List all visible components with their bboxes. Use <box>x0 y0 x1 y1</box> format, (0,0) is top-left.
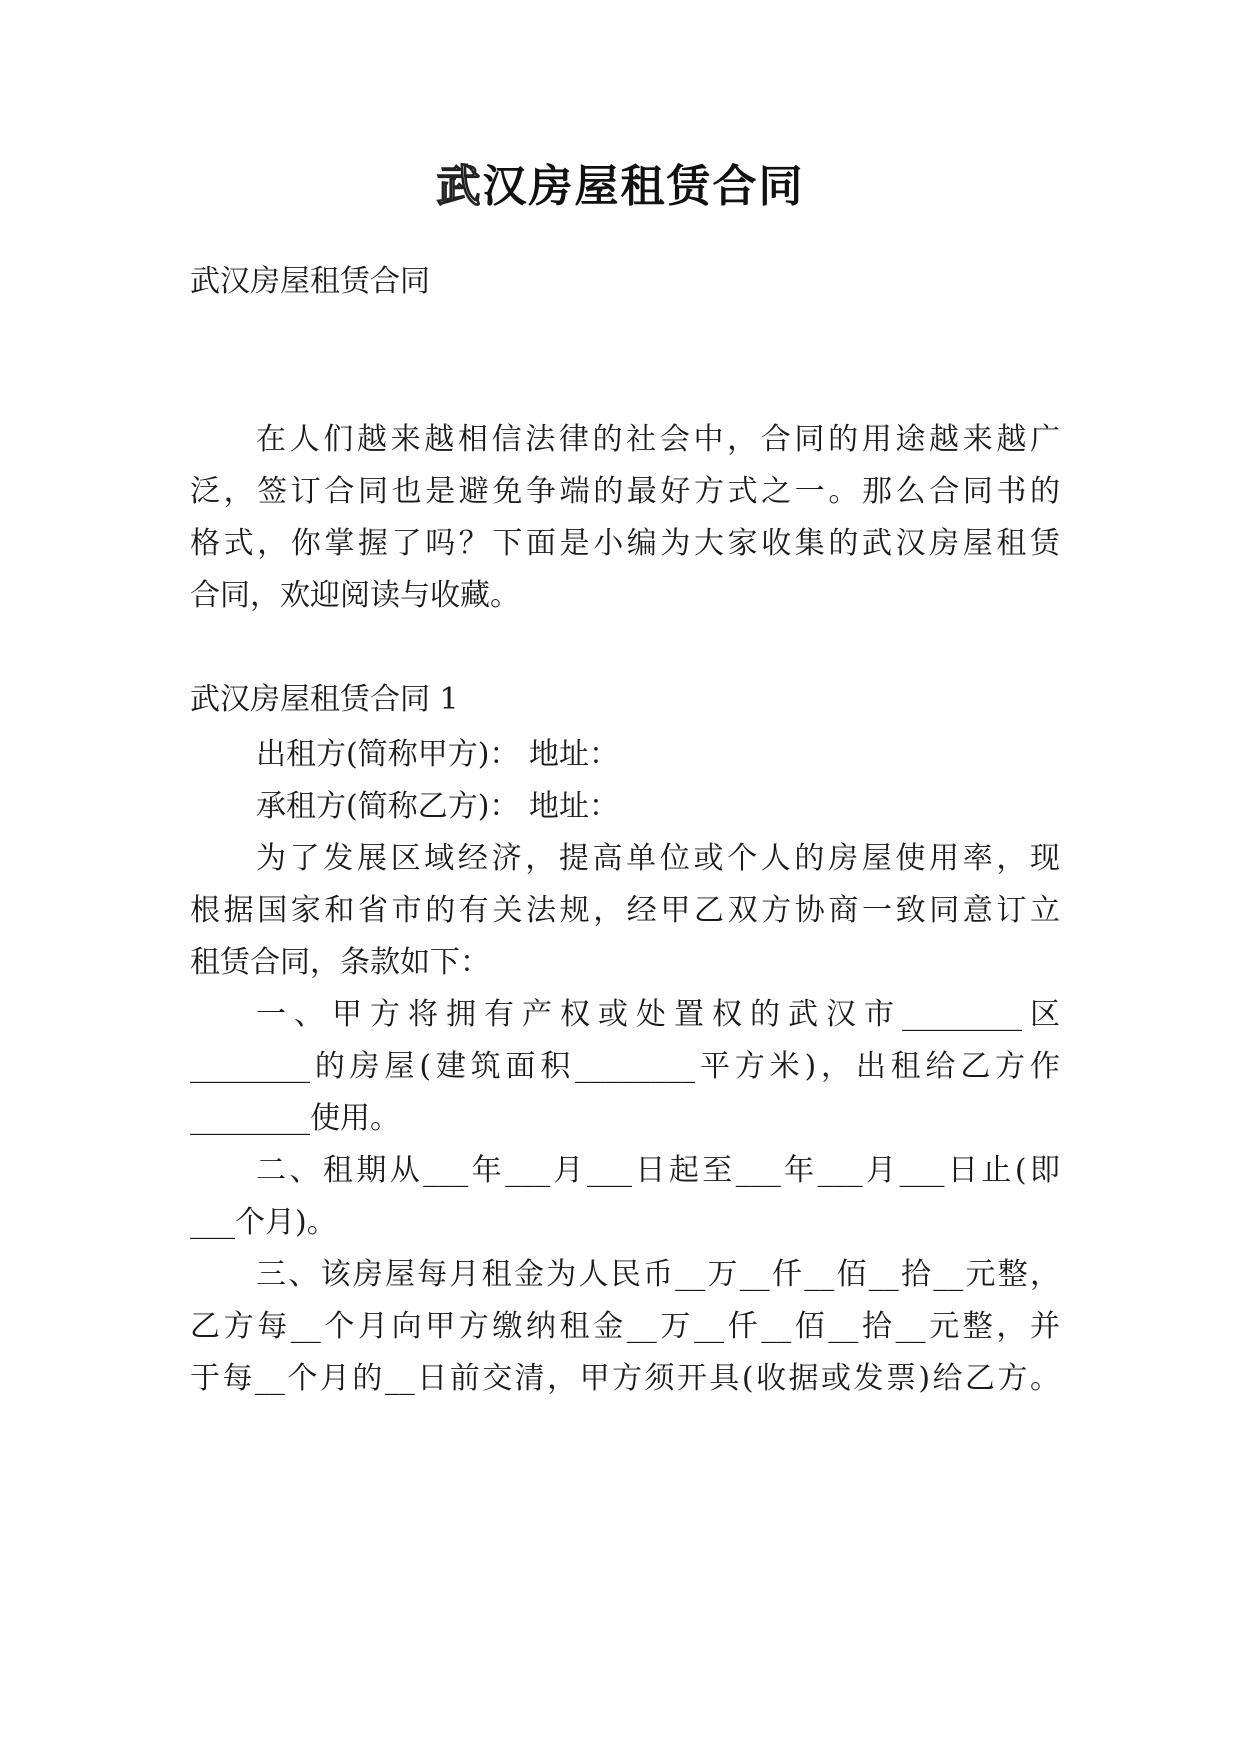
intro-line-4: 合同，欢迎阅读与收藏。 <box>190 578 520 613</box>
clause3-line-1: 三、该房屋每月租金为人民币__万__仟__佰__拾__元整， <box>256 1257 1060 1292</box>
subtitle: 武汉房屋租赁合同 <box>190 264 430 299</box>
intro-line-2: 泛，签订合同也是避免争端的最好方式之一。那么合同书的 <box>190 474 1060 509</box>
clause2-line-2: ___个月)。 <box>190 1205 337 1240</box>
clause1-line-2: ________的房屋(建筑面积________平方米)，出租给乙方作 <box>190 1049 1060 1084</box>
title-rest: 汉房屋租赁合同 <box>482 161 805 212</box>
clause1-line-1: 一、甲方将拥有产权或处置权的武汉市________区 <box>256 997 1060 1032</box>
lessee-line: 承租方(简称乙方)： 地址： <box>256 789 619 824</box>
document-title <box>0 150 1241 214</box>
title-first-char: 武 <box>436 161 483 212</box>
lessor-line: 出租方(简称甲方)： 地址： <box>256 737 619 772</box>
clause3-line-3: 于每__个月的__日前交清，甲方须开具(收据或发票)给乙方。 <box>190 1361 1060 1396</box>
clause2-line-1: 二、租期从___年___月___日起至___年___月___日止(即 <box>256 1153 1060 1188</box>
intro-line-1: 在人们越来越相信法律的社会中，合同的用途越来越广 <box>256 422 1060 457</box>
clause1-line-3: ________使用。 <box>190 1101 400 1136</box>
preamble-line-3: 租赁合同，条款如下： <box>190 945 490 980</box>
preamble-line-1: 为了发展区域经济，提高单位或个人的房屋使用率，现 <box>256 841 1060 876</box>
intro-line-3: 格式，你掌握了吗？下面是小编为大家收集的武汉房屋租赁 <box>190 526 1060 561</box>
clause3-line-2: 乙方每__个月向甲方缴纳租金__万__仟__佰__拾__元整，并 <box>190 1309 1060 1344</box>
section-heading: 武汉房屋租赁合同 1 <box>190 682 459 717</box>
preamble-line-2: 根据国家和省市的有关法规，经甲乙双方协商一致同意订立 <box>190 893 1060 928</box>
